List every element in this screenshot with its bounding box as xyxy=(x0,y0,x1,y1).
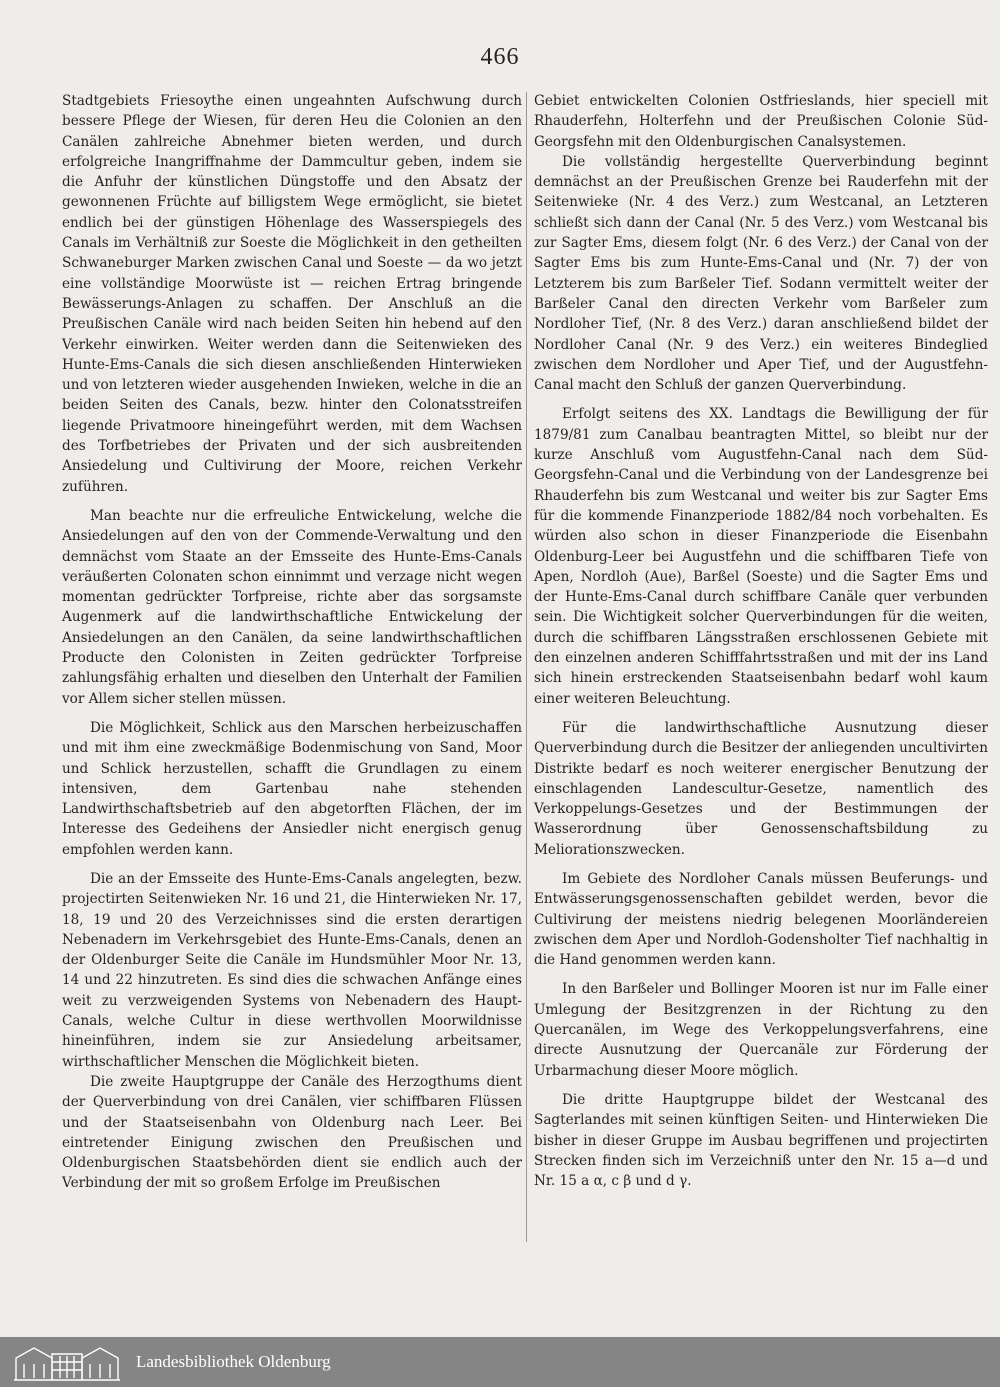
paragraph: Für die landwirthschaftliche Ausnutzung dieser Querverbindung durch die Besitzer der anliegenden uncultivirten Distrikte bedarf es noch weiterer energischer Benutzung der einschlagenden Landescultur-Gesetze, namentlich des Verkoppelungs-Gesetzes und der Bestimmungen der Wasserordnung über Genossenschaftsbildung zu Meliorationszwecken. xyxy=(534,719,988,858)
paragraph: Die zweite Hauptgruppe der Canäle des Herzogthums dient der Querverbindung von drei Canälen, vier schiffbaren Flüssen und der Staatseisenbahn von Oldenburg nach Leer. Bei eintretender Einigung zwischen den Preußischen und Oldenburgischen Staatsbehörden dient sie endlich auch der Verbindung der mit so großem Erfolge im Preußischen xyxy=(62,1073,522,1192)
paragraph: Die vollständig hergestellte Querverbindung beginnt demnächst an der Preußischen Grenze bei Rauderfehn mit der Seitenwieke (Nr. 4 des Verz.) zum Westcanal, an Letzteren schließt sich dann der Canal (Nr. 5 des Verz.) vom Westcanal bis zur Sagter Ems, diesem folgt (Nr. 6 des Verz.) der Canal von der Sagter Ems bis zum Hunte-Ems-Canal und (Nr. 7) der von Letzterem bis zum Barßeler Tief. Sodann vermittelt weiter der Barßeler Canal den directen Verkehr vom Barßeler zum Nordloher Tief, (Nr. 8 des Verz.) daran anschließend bildet der Nordloher Canal (Nr. 9 des Verz.) ein weiteres Bindeglied zwischen dem Nordloher und Aper Tief, und der Augustfehn-Canal macht den Schluß der ganzen Querverbindung. xyxy=(534,153,988,394)
paragraph: Gebiet entwickelten Colonien Ostfrieslands, hier speciell mit Rhauderfehn, Holterfehn und der Preußischen Colonie Süd-Georgsfehn mit den Oldenburgischen Canalsystemen. xyxy=(534,93,988,150)
column-divider xyxy=(526,92,527,1242)
library-footer-bar xyxy=(0,1337,1000,1387)
paragraph: Die dritte Hauptgruppe bildet der Westcanal des Sagterlandes mit seinen künftigen Seiten- und Hinterwieken Die bisher in dieser Gruppe im Ausbau begriffenen und projectirten Strecken finden sich im Verzeichniß unter den Nr. 15 a—d und Nr. 15 a α, c β und d γ. xyxy=(534,1091,988,1190)
paragraph: Erfolgt seitens des XX. Landtags die Bewilligung der für 1879/81 zum Canalbau beantragten Mittel, so bleibt nur der kurze Anschluß vom Augustfehn-Canal nach dem Süd-Georgsfehn-Canal und die Verbindung von der Landesgrenze bei Rhauderfehn bis zum Westcanal und weiter bis zur Sagter Ems für die kommende Finanzperiode 1882/84 noch vorbehalten. Es würden also schon in dieser Finanzperiode die Eisenbahn Oldenburg-Leer bei Augustfehn und die schiffbaren Tiefe von Apen, Nordloh (Aue), Barßel (Soeste) und die Sagter Ems und der Hunte-Ems-Canal durch schiffbare Canäle quer verbunden sein. Die Wichtigkeit solcher Querverbindungen für die weiten, durch die schiffbaren Längsstraßen erschlossenen Gebiete mit den einzelnen anderen Schifffahrtsstraßen und mit der ins Land sich hinein erstreckenden Staatseisenbahn bedarf wohl kaum einer weiteren Beleuchtung. xyxy=(534,406,988,707)
right-text-column xyxy=(534,91,988,1191)
paragraph: Man beachte nur die erfreuliche Entwickelung, welche die Ansiedelungen auf den von der Commende-Verwaltung und den demnächst vom Staate an der Emsseite des Hunte-Ems-Canals veräußerten Colonaten schon einnimmt und verzage nicht wegen momentan gedrückter Torfpreise, richte aber das sorgsamste Augenmerk auf die landwirthschaftliche Entwickelung der Ansiedelungen an den Canälen, da seine landwirthschaftlichen Producte den Colonisten in Zeiten gedrückter Torfpreise zahlungsfähig erhalten und dieselben den Unterhalt der Familien vor Allem sicher stellen müssen. xyxy=(62,507,522,707)
paragraph: Die an der Emsseite des Hunte-Ems-Canals angelegten, bezw. projectirten Seitenwieken Nr. 16 und 21, die Hinterwieken Nr. 17, 18, 19 und 20 des Verzeichnisses sind die ersten derartigen Nebenadern im Verkehrsgebiet des Hunte-Ems-Canals, denen an der Oldenburger Seite die Canäle im Hundsmühler Moor Nr. 13, 14 und 22 hinzutreten. Es sind dies die schwachen Anfänge eines weit zu verzweigenden Systems von Nebenadern des Haupt-Canals, welche Cultur in diese werthvollen Moorwildnisse hineinführen, indem sie zur Ansiedelung arbeitsamer, wirthschaftlicher Menschen die Möglichkeit bieten. xyxy=(62,870,522,1070)
paragraph: In den Barßeler und Bollinger Mooren ist nur im Falle einer Umlegung der Besitzgrenzen in der Richtung zu den Quercanälen, im Wege des Verkoppelungsverfahrens, eine directe Ausnutzung der Quercanäle zur Förderung der Urbarmachung dieser Moore möglich. xyxy=(534,981,988,1079)
page-number: 466 xyxy=(480,44,520,70)
paragraph: Stadtgebiets Friesoythe einen ungeahnten Aufschwung durch bessere Pflege der Wiesen, für deren Heu die Colonien an den Canälen zahlreiche Abnehmer bieten werden, und durch erfolgreiche Inangriffnahme der Dammcultur geben, indem sie die Anfuhr der künstlichen Düngstoffe und den Absatz der gewonnenen Früchte auf billigstem Wege ermöglicht, sie bietet endlich bei der günstigen Höhenlage des Wasserspiegels des Canals im Verhältniß zur Soeste die Möglichkeit in den getheilten Schwaneburger Marken zwischen Canal und Soeste — da wo jetzt eine vollständige Moorwüste ist — reichen Ertrag bringende Bewässerungs-Anlagen zu schaffen. Der Anschluß an die Preußischen Canäle wird nach beiden Seiten hin hebend auf den Verkehr einwirken. Weiter werden dann die Seitenwieken des Hunte-Ems-Canals die sich diesen anschließenden Hinterwieken und von letzteren wieder ausgehenden Inwieken, welche in die an beiden Seiten des Canals, bezw. hinter den Colonatsstreifen liegende Privatmoore hineingeführt werden, mit dem Wachsen des Torfbetriebes der Privaten und der sich ausbreitenden Ansiedelung und Cultivirung der Moore, reichen Verkehr zuführen. xyxy=(62,93,522,495)
library-building-icon xyxy=(12,1342,122,1382)
paragraph: Im Gebiete des Nordloher Canals müssen Beuferungs- und Entwässerungsgenossenschaften gebildet werden, bevor die Cultivirung der meistens niedrig belegenen Moorländereien zwischen dem Aper und Nordloh-Godensholter Tief nachhaltig in die Hand genommen werden kann. xyxy=(534,870,988,969)
left-text-column xyxy=(62,91,522,1194)
footer-label: Landesbibliothek Oldenburg xyxy=(136,1352,331,1371)
paragraph: Die Möglichkeit, Schlick aus den Marschen herbeizuschaffen und mit ihm eine zweckmäßige Bodenmischung von Sand, Moor und Schlick herzustellen, schafft die Grundlagen zu einem intensiven, dem Gartenbau nahe stehenden Landwirthschaftsbetrieb auf den abgetorften Flächen, der im Interesse des Gedeihens der Ansiedler nicht energisch genug empfohlen werden kann. xyxy=(62,719,522,858)
